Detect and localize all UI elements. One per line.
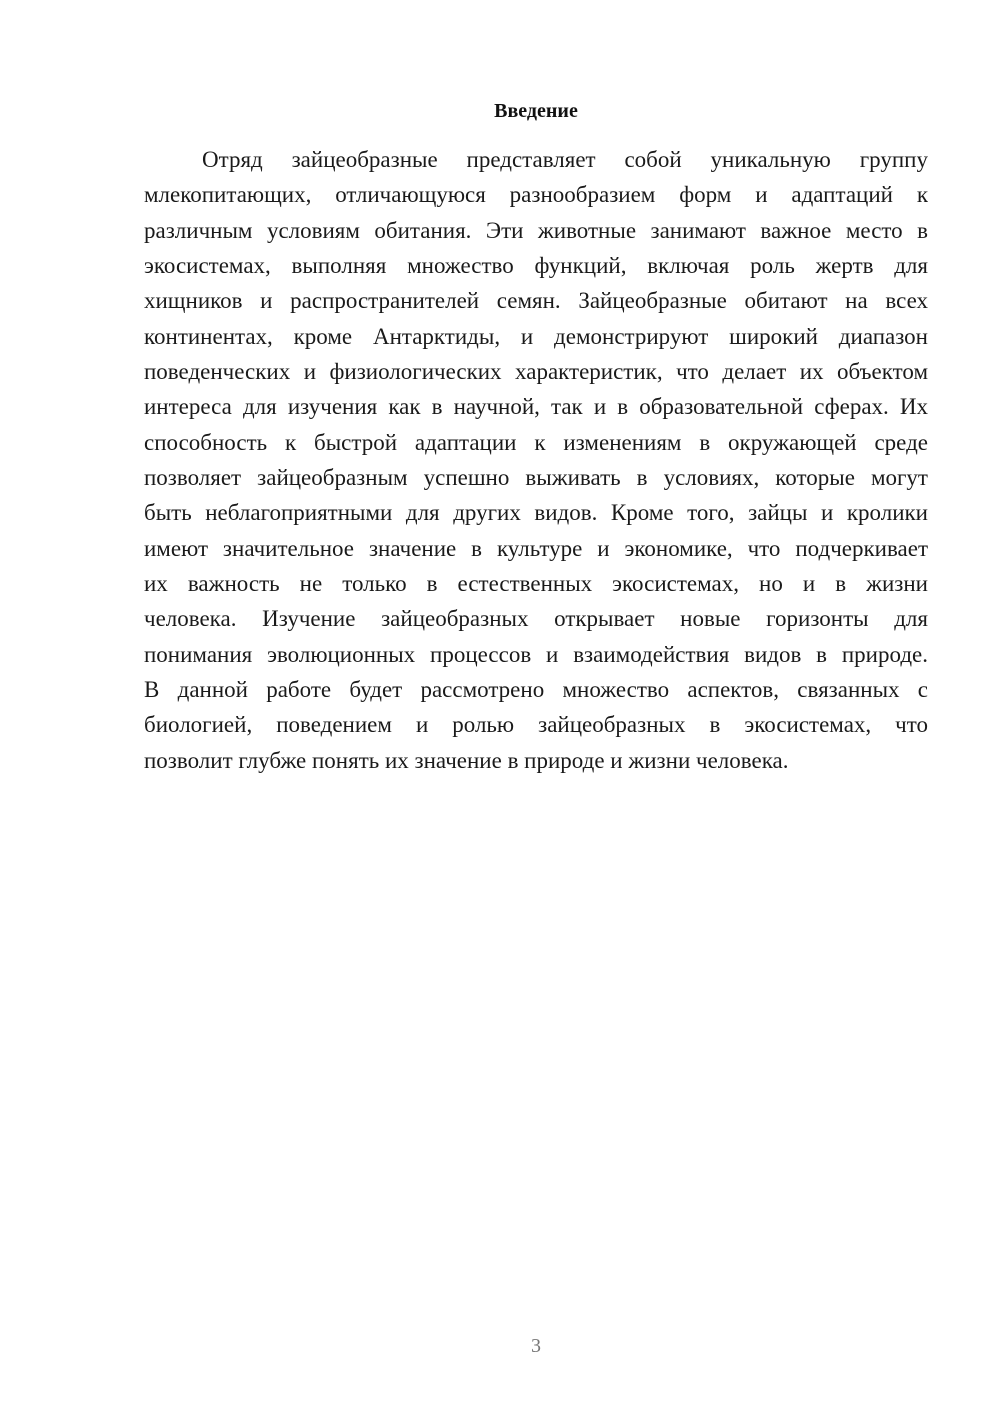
body-paragraph xyxy=(144,142,928,778)
paragraph-line: понимания эволюционных процессов и взаимодействия видов в природе. xyxy=(144,641,928,667)
paragraph-line: континентах, кроме Антарктиды, и демонстрируют широкий диапазон xyxy=(144,323,928,349)
paragraph-line: интереса для изучения как в научной, так и в образовательной сферах. Их xyxy=(144,394,928,420)
paragraph-line: их важность не только в естественных экосистемах, но и в жизни xyxy=(144,570,928,596)
paragraph-line: В данной работе будет рассмотрено множество аспектов, связанных с xyxy=(144,676,928,702)
paragraph-line: экосистемах, выполняя множество функций, включая роль жертв для xyxy=(144,252,928,278)
paragraph-line: человека. Изучение зайцеобразных открывает новые горизонты для xyxy=(144,606,928,632)
paragraph-line: способность к быстрой адаптации к изменениям в окружающей среде xyxy=(144,429,928,455)
paragraph-line: поведенческих и физиологических характеристик, что делает их объектом xyxy=(144,358,928,384)
paragraph-line: млекопитающих, отличающуюся разнообразием форм и адаптаций к xyxy=(144,182,928,208)
paragraph-line: биологией, поведением и ролью зайцеобразных в экосистемах, что xyxy=(144,712,928,738)
paragraph-line: быть неблагоприятными для других видов. Кроме того, зайцы и кролики xyxy=(144,500,928,526)
paragraph-line: хищников и распространителей семян. Зайцеобразные обитают на всех xyxy=(144,288,928,314)
page-number: 3 xyxy=(531,1335,541,1357)
paragraph-line: различным условиям обитания. Эти животные занимают важное место в xyxy=(144,217,928,243)
paragraph-line: имеют значительное значение в культуре и экономике, что подчеркивает xyxy=(144,535,928,561)
paragraph-line: Отряд зайцеобразные представляет собой уникальную группу xyxy=(202,147,928,172)
paragraph-line: позволит глубже понять их значение в природе и жизни человека. xyxy=(144,747,789,773)
section-heading: Введение xyxy=(494,100,578,122)
paragraph-line: позволяет зайцеобразным успешно выживать в условиях, которые могут xyxy=(144,464,928,490)
